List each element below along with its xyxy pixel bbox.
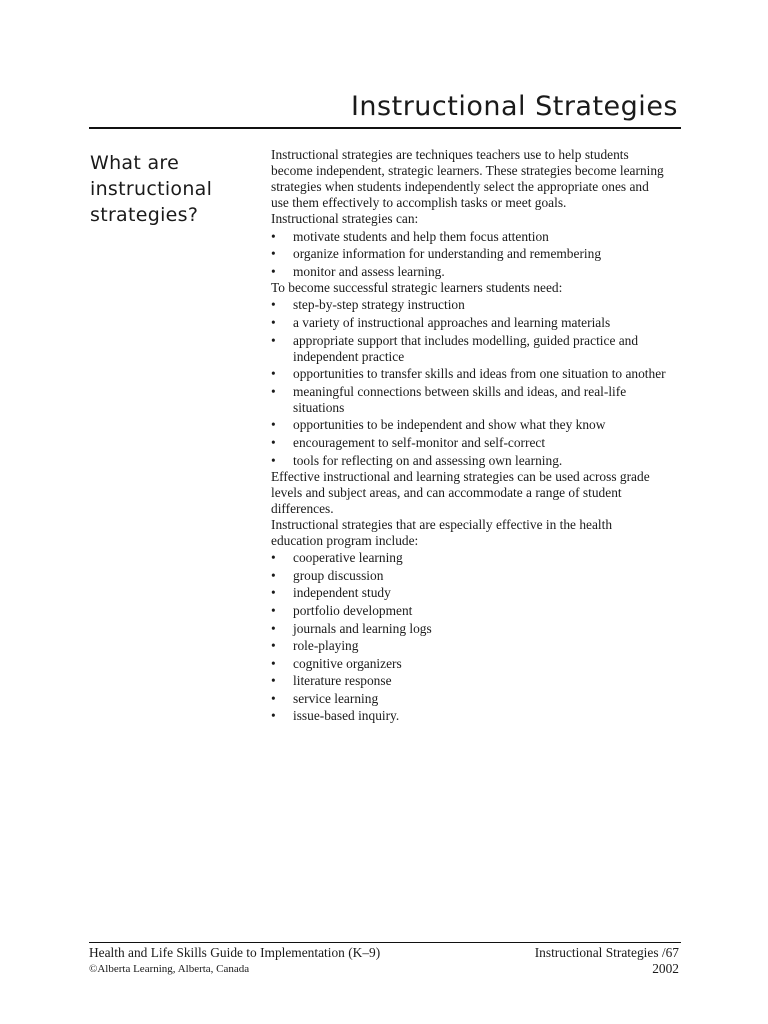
need-list	[271, 297, 666, 468]
health-list	[271, 550, 666, 724]
list-item: • issue-based inquiry.	[271, 708, 666, 724]
list-item: • monitor and assess learning.	[271, 264, 666, 280]
list-item: • tools for reflecting on and assessing own learning.	[271, 453, 666, 469]
list-item: • organize information for understanding and remembering	[271, 246, 666, 262]
copyright-notice: ©Alberta Learning, Alberta, Canada	[89, 963, 250, 975]
list-item: • meaningful connections between skills and ideas, and real-life situations	[271, 384, 666, 416]
publication-year: 2002	[652, 961, 679, 976]
page-title: Instructional Strategies	[350, 91, 678, 122]
effective-paragraph: Effective instructional and learning strategies can be used across grade levels and subject areas, and can accommodate a range of student differences.	[271, 468, 650, 516]
footer-right	[535, 945, 679, 977]
list-item: • opportunities to transfer skills and ideas from one situation to another	[271, 366, 666, 382]
list-item: • journals and learning logs	[271, 621, 666, 637]
health-intro: Instructional strategies that are especially effective in the health education program include:	[271, 516, 613, 548]
list-item: • portfolio development	[271, 603, 666, 619]
intro-paragraph: Instructional strategies are techniques teachers use to help students become independent, strategic learners. These strategies become learning strategies when students independently select the appropriate ones and use them effectively to accomplish tasks or meet goals.	[271, 147, 664, 210]
list-item: • step-by-step strategy instruction	[271, 297, 666, 313]
list-item: • a variety of instructional approaches and learning materials	[271, 315, 666, 331]
list-item: • role-playing	[271, 638, 666, 654]
list-item: • cooperative learning	[271, 550, 666, 566]
list-item: • encouragement to self-monitor and self-correct	[271, 435, 666, 451]
main-content	[271, 147, 666, 724]
can-intro: Instructional strategies can:	[271, 211, 419, 226]
can-list	[271, 229, 666, 280]
list-item: • motivate students and help them focus attention	[271, 229, 666, 245]
guide-title: Health and Life Skills Guide to Implementation (K–9)	[89, 945, 381, 960]
section-heading: What are instructional strategies?	[90, 152, 213, 226]
list-item: • group discussion	[271, 568, 666, 584]
list-item: • cognitive organizers	[271, 656, 666, 672]
list-item: • independent study	[271, 585, 666, 601]
list-item: • literature response	[271, 673, 666, 689]
need-intro: To become successful strategic learners students need:	[271, 279, 563, 295]
title-divider	[89, 127, 681, 129]
footer-divider	[89, 942, 681, 943]
list-item: • opportunities to be independent and show what they know	[271, 417, 666, 433]
footer-left	[89, 945, 380, 976]
page-number: Instructional Strategies /67	[534, 945, 679, 960]
list-item: • service learning	[271, 691, 666, 707]
list-item: • appropriate support that includes modelling, guided practice and independent practice	[271, 333, 666, 365]
